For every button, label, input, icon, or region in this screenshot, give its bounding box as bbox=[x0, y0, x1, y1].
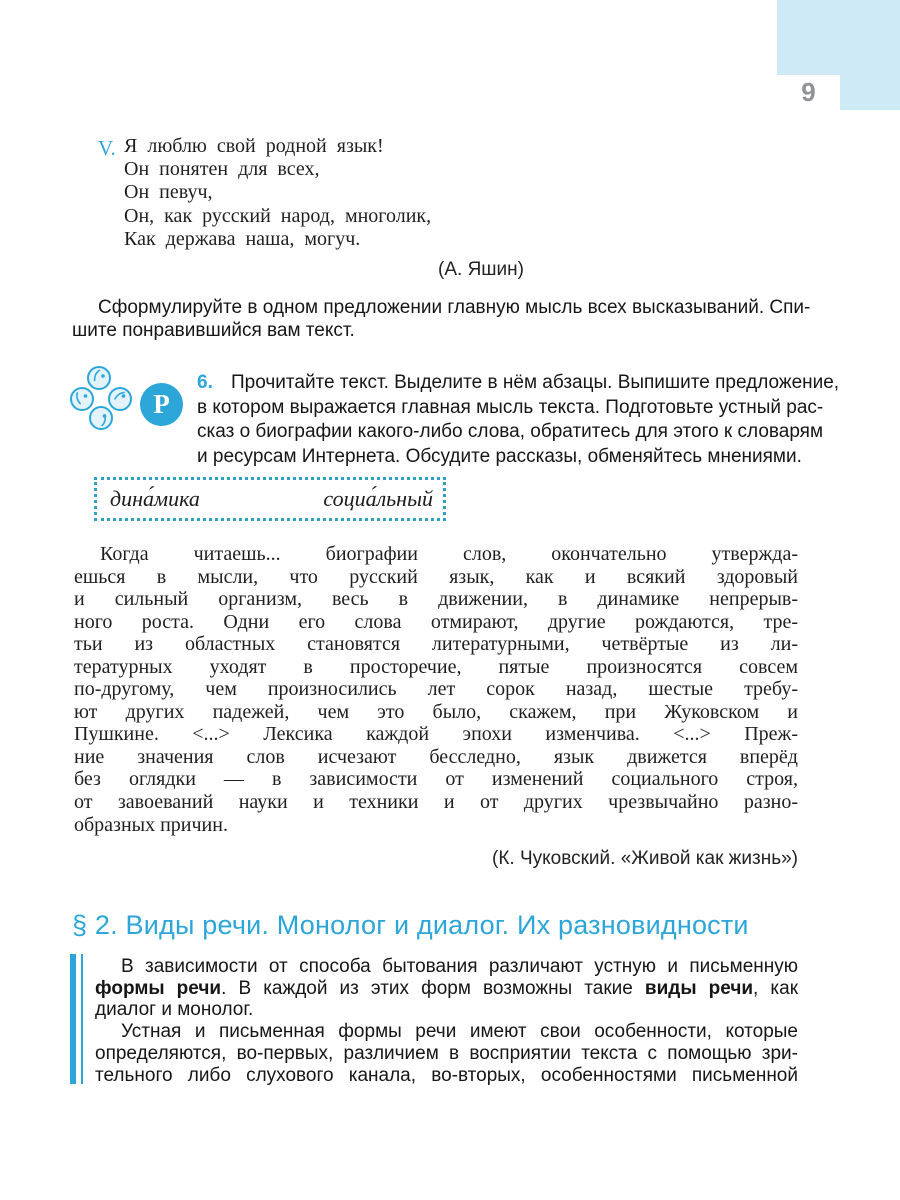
exercise-6 bbox=[197, 371, 840, 469]
vocabulary-word-2: социа́льный bbox=[323, 486, 433, 511]
reading-text-attribution: (К. Чуковский. «Живой как жизнь») bbox=[492, 848, 798, 869]
exercise-number: 6. bbox=[197, 372, 213, 393]
vocabulary-word-1: дина́мика bbox=[110, 486, 200, 511]
group-work-icon bbox=[68, 365, 132, 431]
definition-rule-bar-thin bbox=[81, 954, 84, 1084]
exercise-6-text: Прочитайте текст. Выделите в нём абзацы. Выпишите предложение, в котором выражается главная мысль текста. Подготовьте устный рас- сказ о биографии какого-либо слова, обратитесь для этого к словарям и ресурсам Интернета. Обсудите рассказы, обменяйтесь мнениями. bbox=[197, 372, 840, 467]
vocabulary-box bbox=[94, 477, 446, 521]
definition-rule-bar-thick bbox=[70, 954, 76, 1084]
definition-block bbox=[95, 956, 798, 1086]
poem-attribution: (А. Яшин) bbox=[438, 259, 524, 280]
poem-task-text: Сформулируйте в одном предложении главную мысль всех высказываний. Спи- шите понравившийся вам текст. bbox=[72, 297, 811, 341]
corner-decoration-main bbox=[777, 0, 900, 75]
poem-roman-numeral: V. bbox=[98, 136, 116, 160]
section-heading: § 2. Виды речи. Монолог и диалог. Их разновидности bbox=[72, 910, 749, 940]
definition-paragraph-1: В зависимости от способа бытования различают устную и письменную формы речи. В каждой из этих форм возможны такие виды речи, как диалог и монолог. bbox=[95, 956, 799, 1021]
page-number: 9 bbox=[801, 77, 816, 107]
poem-text: Я люблю свой родной язык! Он понятен для всех, Он певуч, Он, как русский народ, многолик, Как держава наша, могуч. bbox=[124, 135, 432, 250]
reading-text: Когда читаешь... биографии слов, окончательно утвержда- ешься в мысли, что русский язык, как и всякий здоровый и сильный организм, весь в движении, в динамике непрерыв- ного роста. Одни его слова отмирают, другие рождаются, тре- тьи из областных становятся литературными, четвёртые из ли- тературных уходят в просторечие, пятые произносятся совсем по-другому, чем произносились лет сорок назад, шестые требу- ют других падежей, чем это было, скажем, при Жуковском и Пушкине. <...> Лексика каждой эпохи изменчива. <...> Преж- ние значения слов исчезают бесследно, язык движется вперёд без оглядки — в зависимости от изменений социального строя, от завоеваний науки и техники и от других чрезвычайно разно- образных причин. bbox=[74, 543, 798, 836]
speech-development-icon: Р bbox=[140, 383, 183, 426]
corner-decoration-extension bbox=[840, 75, 900, 110]
definition-paragraph-2: Устная и письменная формы речи имеют свои особенности, которые определяются, во-первых, различием в восприятии текста с помощью зри- тельного либо слухового канала, во-вторых, особенностями письменной bbox=[95, 1021, 798, 1086]
